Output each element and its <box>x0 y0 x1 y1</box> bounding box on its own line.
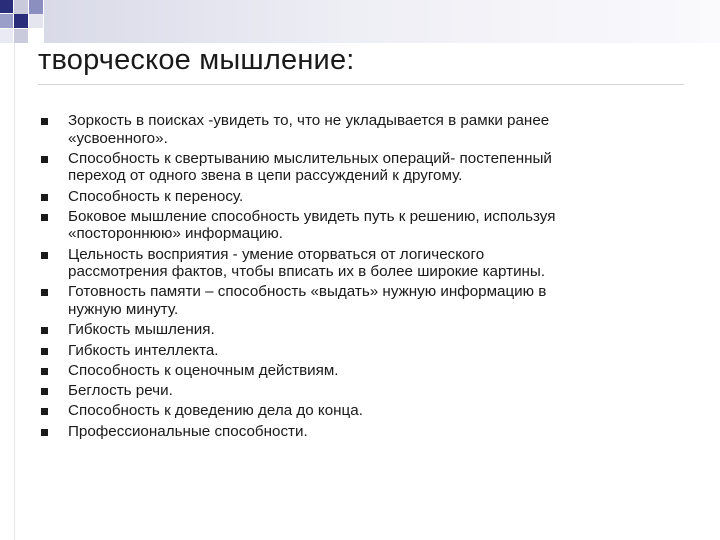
list-item <box>38 283 668 318</box>
list-item-text: Способность к переносу. <box>68 187 244 205</box>
slide-title: творческое мышление: <box>38 44 355 76</box>
corner-square-decoration <box>14 14 28 28</box>
list-item <box>38 402 668 420</box>
square-bullet-icon <box>41 368 48 375</box>
list-item-text: Зоркость в поисках -увидеть то, что не укладывается в рамки ранее «усвоенного». <box>68 112 550 147</box>
list-item <box>38 342 668 360</box>
list-item <box>38 382 668 400</box>
list-item-text: Профессиональные способности. <box>68 422 308 440</box>
list-item <box>38 362 668 380</box>
square-bullet-icon <box>41 252 48 259</box>
list-item-text: Способность к доведению дела до конца. <box>68 402 363 420</box>
bullet-list <box>38 112 668 443</box>
list-item <box>38 246 668 281</box>
left-vertical-line <box>14 43 15 540</box>
square-bullet-icon <box>41 327 48 334</box>
list-item <box>38 150 668 185</box>
list-item-text: Способность к оценочным действиям. <box>68 361 339 379</box>
corner-square-decoration <box>0 0 13 13</box>
list-item-text: Гибкость интеллекта. <box>68 341 219 359</box>
corner-square-decoration <box>29 14 43 28</box>
list-item <box>38 112 668 147</box>
corner-square-decoration <box>14 29 28 43</box>
header-band <box>44 0 720 43</box>
square-bullet-icon <box>41 194 48 201</box>
list-item-text: Гибкость мышления. <box>68 321 215 339</box>
list-item <box>38 188 668 206</box>
list-item <box>38 423 668 441</box>
square-bullet-icon <box>41 289 48 296</box>
square-bullet-icon <box>41 408 48 415</box>
square-bullet-icon <box>41 156 48 163</box>
list-item <box>38 208 668 243</box>
square-bullet-icon <box>41 388 48 395</box>
list-item-text: Беглость речи. <box>68 382 173 400</box>
corner-square-decoration <box>29 0 43 14</box>
list-item-text: Цельность восприятия - умение оторваться от логического рассмотрения фактов, чтобы вписать их в более широкие картины. <box>68 245 546 281</box>
corner-square-decoration <box>0 29 13 43</box>
list-item-text: Способность к свертыванию мыслительных операций- постепенный переход от одного звена в цепи рассуждений к другому. <box>68 149 552 185</box>
list-item-text: Готовность памяти – способность «выдать» нужную информацию в нужную минуту. <box>68 283 547 318</box>
corner-square-decoration <box>14 0 28 14</box>
list-item-text: Боковое мышление способность увидеть путь к решению, используя «постороннюю» информацию. <box>68 207 556 243</box>
list-item <box>38 321 668 339</box>
title-divider <box>38 84 684 85</box>
square-bullet-icon <box>41 118 48 125</box>
square-bullet-icon <box>41 429 48 436</box>
square-bullet-icon <box>41 348 48 355</box>
corner-square-decoration <box>0 14 13 28</box>
square-bullet-icon <box>41 214 48 221</box>
